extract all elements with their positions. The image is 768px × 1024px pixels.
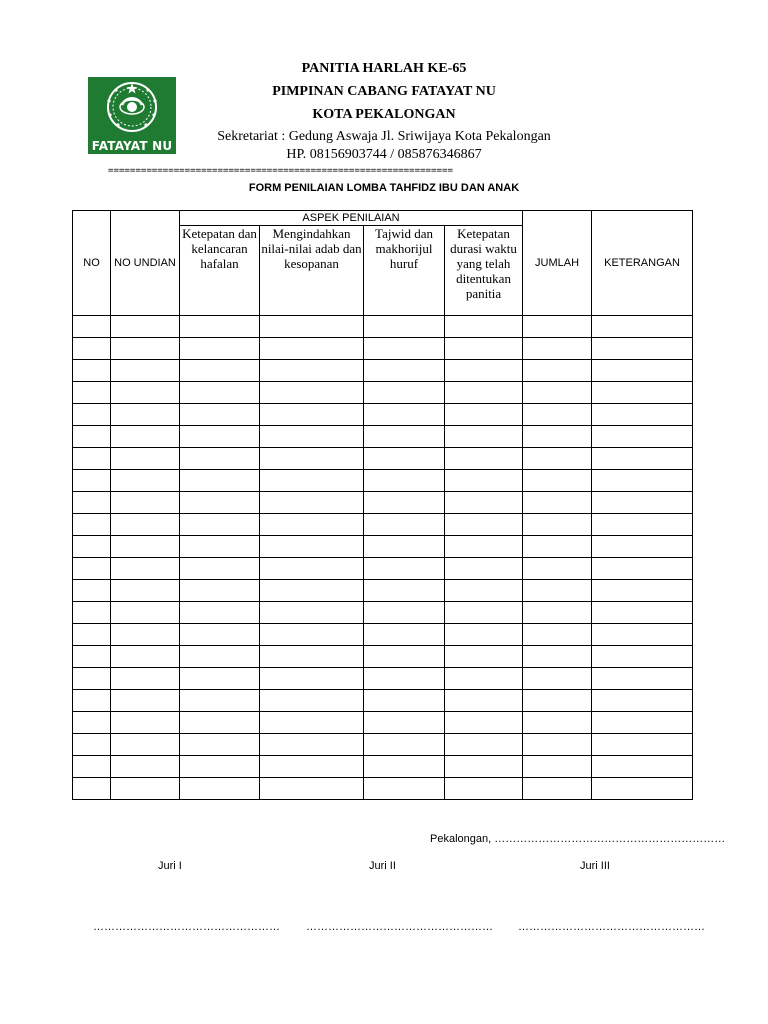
table-cell <box>73 734 111 756</box>
table-row <box>73 470 693 492</box>
table-cell <box>364 338 445 360</box>
table-cell <box>523 668 592 690</box>
table-cell <box>73 558 111 580</box>
table-cell <box>523 602 592 624</box>
table-cell <box>180 404 260 426</box>
table-cell <box>260 536 364 558</box>
table-cell <box>180 536 260 558</box>
table-cell <box>180 360 260 382</box>
table-cell <box>445 624 523 646</box>
table-row <box>73 734 693 756</box>
table-cell <box>592 646 693 668</box>
table-cell <box>445 470 523 492</box>
table-cell <box>73 646 111 668</box>
table-cell <box>523 448 592 470</box>
table-cell <box>111 580 180 602</box>
table-cell <box>180 470 260 492</box>
header-no-undian: NO UNDIAN <box>111 211 180 316</box>
table-cell <box>73 756 111 778</box>
table-row <box>73 338 693 360</box>
table-cell <box>592 690 693 712</box>
table-cell <box>111 404 180 426</box>
table-row <box>73 580 693 602</box>
table-cell <box>260 382 364 404</box>
table-cell <box>445 382 523 404</box>
judge-3-signature-line: …………………………………………… <box>518 921 705 933</box>
table-cell <box>523 426 592 448</box>
table-cell <box>523 712 592 734</box>
table-cell <box>445 316 523 338</box>
table-cell <box>111 360 180 382</box>
header-no: NO <box>73 211 111 316</box>
table-row <box>73 404 693 426</box>
table-cell <box>592 316 693 338</box>
table-cell <box>260 690 364 712</box>
table-cell <box>364 712 445 734</box>
table-cell <box>592 514 693 536</box>
table-cell <box>260 712 364 734</box>
form-title: FORM PENILAIAN LOMBA TAHFIDZ IBU DAN ANAK <box>248 182 520 194</box>
table-row <box>73 756 693 778</box>
table-cell <box>592 668 693 690</box>
table-cell <box>73 778 111 800</box>
table-cell <box>111 668 180 690</box>
table-cell <box>73 382 111 404</box>
table-cell <box>180 492 260 514</box>
table-cell <box>364 404 445 426</box>
aspect-hafalan: Ketepatan dan kelancaran hafalan <box>180 226 260 316</box>
table-cell <box>523 316 592 338</box>
aspect-adab: Mengindahkan nilai-nilai adab dan kesopanan <box>260 226 364 316</box>
table-cell <box>73 404 111 426</box>
header-line-1: PANITIA HARLAH KE-65 <box>301 61 467 76</box>
table-cell <box>364 448 445 470</box>
table-cell <box>260 602 364 624</box>
table-cell <box>445 360 523 382</box>
table-cell <box>73 514 111 536</box>
table-cell <box>180 778 260 800</box>
table-cell <box>523 404 592 426</box>
table-cell <box>445 646 523 668</box>
table-cell <box>73 338 111 360</box>
table-cell <box>364 668 445 690</box>
table-cell <box>523 382 592 404</box>
table-cell <box>180 756 260 778</box>
header-address: Sekretariat : Gedung Aswaja Jl. Sriwijaya Kota Pekalongan <box>217 129 551 144</box>
table-cell <box>592 734 693 756</box>
judge-3-label: Juri III <box>580 860 610 872</box>
table-cell <box>364 492 445 514</box>
table-cell <box>180 646 260 668</box>
table-cell <box>523 778 592 800</box>
table-cell <box>592 580 693 602</box>
table-cell <box>111 778 180 800</box>
table-cell <box>111 646 180 668</box>
table-cell <box>111 712 180 734</box>
table-cell <box>260 624 364 646</box>
table-cell <box>111 536 180 558</box>
table-cell <box>523 470 592 492</box>
table-cell <box>260 470 364 492</box>
table-cell <box>73 580 111 602</box>
table-cell <box>73 360 111 382</box>
table-cell <box>523 360 592 382</box>
table-cell <box>592 360 693 382</box>
table-cell <box>260 404 364 426</box>
table-cell <box>445 778 523 800</box>
table-cell <box>111 382 180 404</box>
table-cell <box>73 448 111 470</box>
table-row <box>73 492 693 514</box>
table-cell <box>445 514 523 536</box>
header-separator: =============================================================== <box>108 166 453 176</box>
header-phone: HP. 08156903744 / 085876346867 <box>286 147 482 162</box>
table-cell <box>111 756 180 778</box>
table-cell <box>73 492 111 514</box>
table-cell <box>260 558 364 580</box>
judge-1-signature-line: …………………………………………… <box>93 921 280 933</box>
table-cell <box>260 426 364 448</box>
table-cell <box>523 558 592 580</box>
table-cell <box>260 580 364 602</box>
table-cell <box>260 668 364 690</box>
table-cell <box>73 624 111 646</box>
table-cell <box>73 602 111 624</box>
table-cell <box>180 668 260 690</box>
table-cell <box>73 690 111 712</box>
aspect-durasi: Ketepatan durasi waktu yang telah ditentukan panitia <box>445 226 523 316</box>
table-cell <box>592 624 693 646</box>
table-row <box>73 514 693 536</box>
table-cell <box>523 580 592 602</box>
table-cell <box>73 426 111 448</box>
table-cell <box>445 602 523 624</box>
table-cell <box>111 602 180 624</box>
header-keterangan: KETERANGAN <box>592 211 693 316</box>
table-cell <box>364 514 445 536</box>
table-cell <box>180 514 260 536</box>
table-cell <box>364 382 445 404</box>
table-cell <box>364 470 445 492</box>
table-cell <box>445 690 523 712</box>
table-cell <box>73 470 111 492</box>
table-cell <box>111 426 180 448</box>
table-cell <box>180 426 260 448</box>
table-cell <box>445 338 523 360</box>
table-cell <box>260 316 364 338</box>
table-row <box>73 646 693 668</box>
table-row <box>73 448 693 470</box>
table-row <box>73 778 693 800</box>
table-cell <box>445 756 523 778</box>
table-cell <box>364 558 445 580</box>
table-cell <box>180 624 260 646</box>
table-cell <box>180 338 260 360</box>
table-cell <box>523 492 592 514</box>
header-jumlah: JUMLAH <box>523 211 592 316</box>
table-cell <box>592 404 693 426</box>
table-cell <box>523 338 592 360</box>
table-cell <box>260 492 364 514</box>
table-cell <box>523 514 592 536</box>
table-cell <box>111 558 180 580</box>
table-cell <box>180 690 260 712</box>
table-cell <box>180 448 260 470</box>
table-cell <box>445 734 523 756</box>
logo-text: FATAYAT NU <box>91 139 173 153</box>
table-row <box>73 426 693 448</box>
table-cell <box>364 602 445 624</box>
judge-2-label: Juri II <box>369 860 396 872</box>
table-cell <box>73 668 111 690</box>
table-cell <box>180 382 260 404</box>
table-cell <box>111 734 180 756</box>
table-cell <box>445 492 523 514</box>
table-cell <box>260 448 364 470</box>
table-cell <box>111 514 180 536</box>
table-cell <box>364 778 445 800</box>
table-cell <box>111 690 180 712</box>
table-cell <box>523 646 592 668</box>
table-cell <box>364 624 445 646</box>
header-line-2: PIMPINAN CABANG FATAYAT NU <box>272 84 496 99</box>
table-cell <box>592 558 693 580</box>
table-row <box>73 536 693 558</box>
judge-1-label: Juri I <box>158 860 182 872</box>
table-cell <box>180 316 260 338</box>
table-cell <box>180 558 260 580</box>
table-cell <box>180 712 260 734</box>
table-cell <box>260 646 364 668</box>
table-cell <box>111 470 180 492</box>
table-row <box>73 712 693 734</box>
table-cell <box>260 360 364 382</box>
table-cell <box>73 536 111 558</box>
table-cell <box>445 558 523 580</box>
table-cell <box>592 470 693 492</box>
table-cell <box>364 360 445 382</box>
table-cell <box>523 690 592 712</box>
table-cell <box>364 426 445 448</box>
table-cell <box>180 734 260 756</box>
table-cell <box>73 316 111 338</box>
table-cell <box>445 448 523 470</box>
table-cell <box>592 448 693 470</box>
table-cell <box>364 316 445 338</box>
table-row <box>73 624 693 646</box>
table-cell <box>111 338 180 360</box>
table-cell <box>523 624 592 646</box>
table-row <box>73 316 693 338</box>
header-line-3: KOTA PEKALONGAN <box>312 107 456 122</box>
table-cell <box>592 712 693 734</box>
table-cell <box>111 492 180 514</box>
table-cell <box>592 382 693 404</box>
table-cell <box>445 712 523 734</box>
table-cell <box>592 756 693 778</box>
table-cell <box>523 734 592 756</box>
aspect-tajwid: Tajwid dan makhorijul huruf <box>364 226 445 316</box>
table-cell <box>445 404 523 426</box>
table-cell <box>364 690 445 712</box>
table-cell <box>592 602 693 624</box>
table-cell <box>592 536 693 558</box>
scoring-table <box>72 210 693 800</box>
table-cell <box>260 756 364 778</box>
table-cell <box>180 602 260 624</box>
table-cell <box>260 514 364 536</box>
table-cell <box>523 756 592 778</box>
table-row <box>73 360 693 382</box>
table-cell <box>592 778 693 800</box>
table-cell <box>111 316 180 338</box>
table-cell <box>111 448 180 470</box>
table-row <box>73 690 693 712</box>
table-cell <box>445 426 523 448</box>
table-cell <box>364 734 445 756</box>
table-cell <box>111 624 180 646</box>
table-row <box>73 602 693 624</box>
table-cell <box>364 756 445 778</box>
table-row <box>73 558 693 580</box>
table-cell <box>523 536 592 558</box>
place-date: Pekalongan, ……………………………………………………… <box>430 833 726 845</box>
table-cell <box>445 536 523 558</box>
table-cell <box>364 580 445 602</box>
table-cell <box>364 536 445 558</box>
header-aspek-penilaian: ASPEK PENILAIAN <box>180 211 523 226</box>
table-cell <box>260 338 364 360</box>
table-row <box>73 668 693 690</box>
table-cell <box>180 580 260 602</box>
table-cell <box>592 426 693 448</box>
table-cell <box>592 492 693 514</box>
table-cell <box>445 668 523 690</box>
table-cell <box>260 734 364 756</box>
table-cell <box>260 778 364 800</box>
table-cell <box>592 338 693 360</box>
table-cell <box>445 580 523 602</box>
table-row <box>73 382 693 404</box>
table-cell <box>73 712 111 734</box>
table-cell <box>364 646 445 668</box>
judge-2-signature-line: …………………………………………… <box>306 921 493 933</box>
